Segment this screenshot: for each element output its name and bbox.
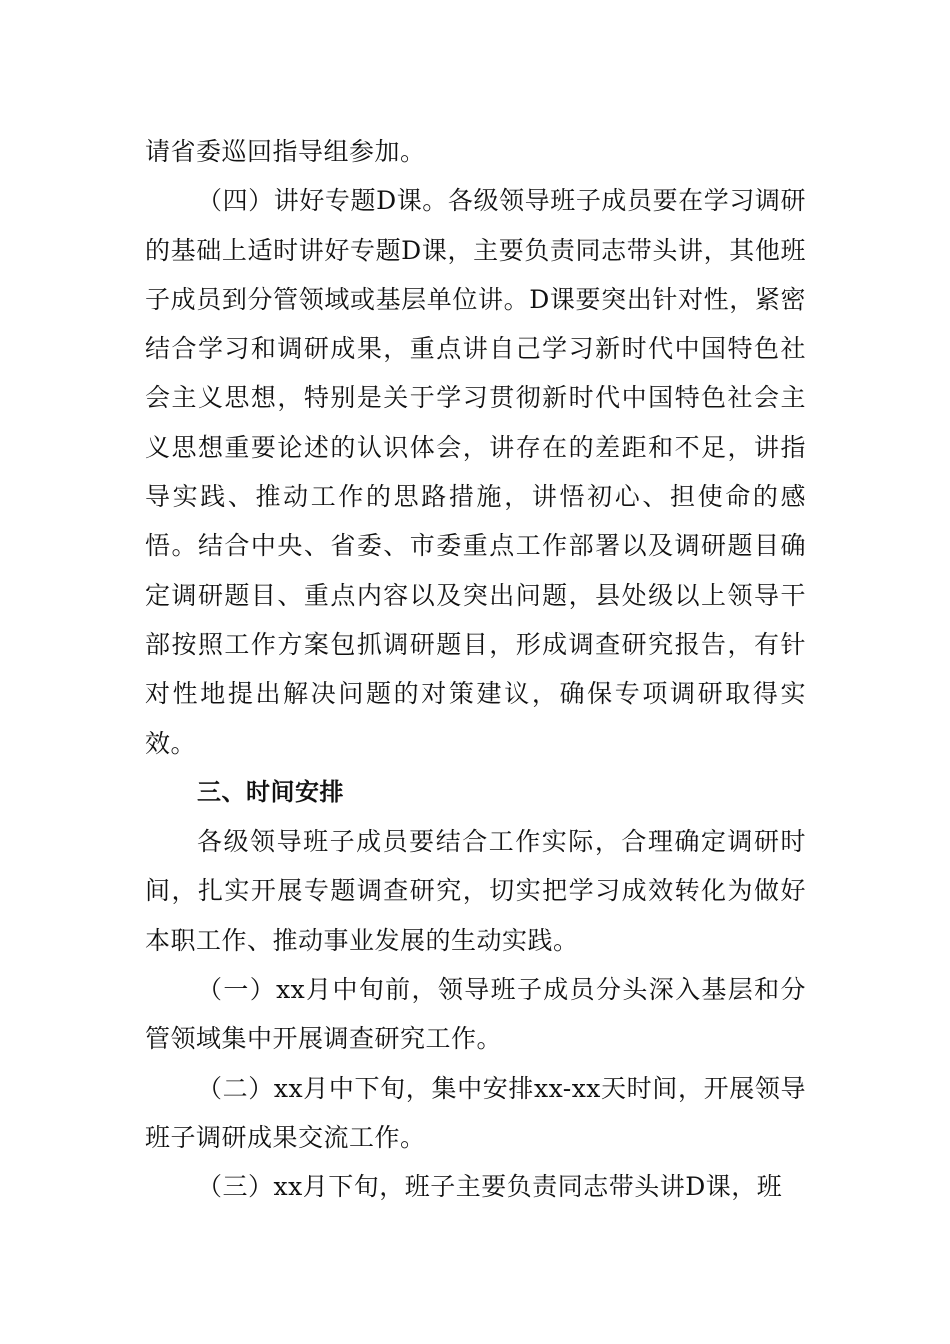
paragraph-lecture-section: （四）讲好专题D课。各级领导班子成员要在学习调研的基础上适时讲好专题D课，主要负责同志带头讲，其他班子成员到分管领域或基层单位讲。D课要突出针对性，紧密结合学习和调研成果，重点讲自己学习新时代中国特色社会主义思想，特别是关于学习贯彻新时代中国特色社会主义思想重要论述的认识体会，讲存在的差距和不足，讲指导实践、推动工作的思路措施，讲悟初心、担使命的感悟。结合中央、省委、市委重点工作部署以及调研题目确定调研题目、重点内容以及突出问题，县处级以上领导干部按照工作方案包抓调研题目，形成调查研究报告，有针对性地提出解决问题的对策建议，确保专项调研取得实效。 <box>145 186 806 758</box>
paragraph-schedule-item-2: （二）xx月中下旬，集中安排xx-xx天时间，开展领导班子调研成果交流工作。 <box>145 1073 806 1152</box>
paragraph-schedule-intro: 各级领导班子成员要结合工作实际，合理确定调研时间，扎实开展专题调查研究，切实把学习成效转化为做好本职工作、推动事业发展的生动实践。 <box>145 827 806 955</box>
document-page <box>145 127 806 1212</box>
paragraph-schedule-item-1: （一）xx月中旬前，领导班子成员分头深入基层和分管领域集中开展调查研究工作。 <box>145 975 806 1054</box>
section-heading-schedule: 三、时间安排 <box>197 777 344 806</box>
paragraph-continuation: 请省委巡回指导组参加。 <box>145 137 426 166</box>
paragraph-schedule-item-3: （三）xx月下旬，班子主要负责同志带头讲D课，班 <box>197 1172 783 1202</box>
